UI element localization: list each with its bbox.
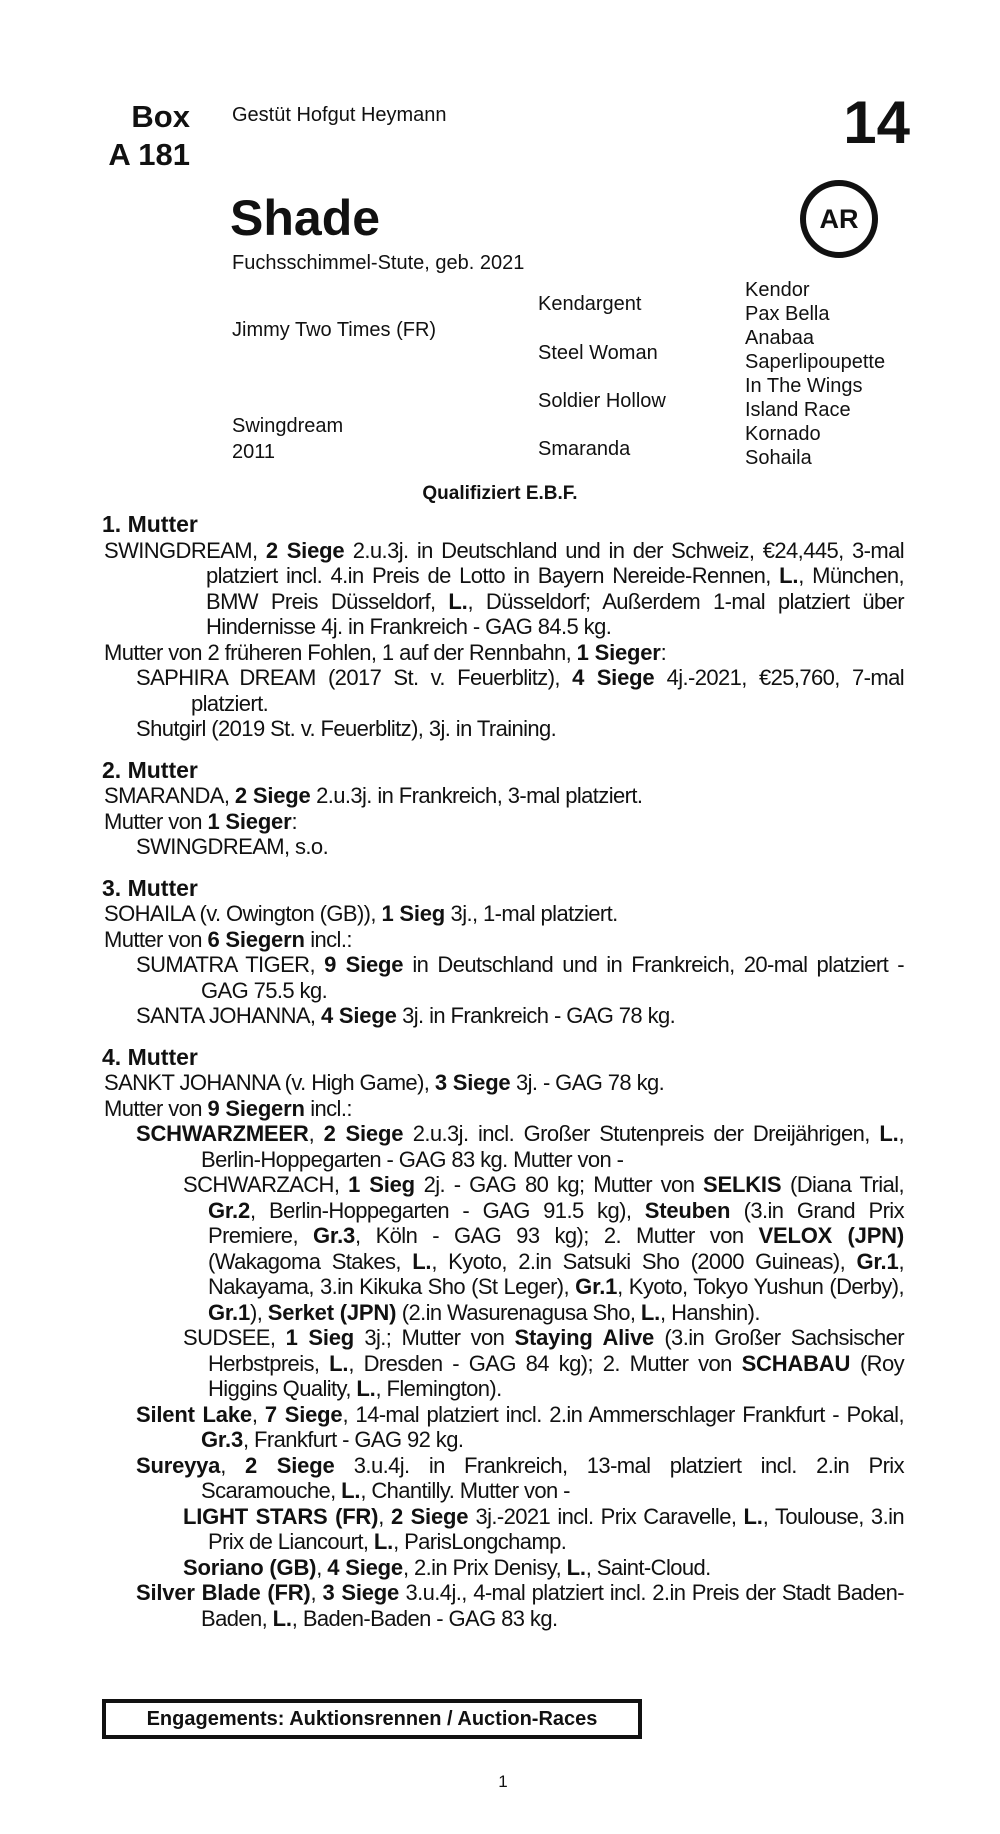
pedigree-dam: Swingdream xyxy=(232,415,344,437)
pedigree-entry: SCHWARZMEER, 2 Siege 2.u.3j. incl. Großer Stutenpreis der Dreijährigen, L., Berlin-Hoppegarten - GAG 83 kg. Mutter von - xyxy=(136,1121,904,1172)
lot-number: 14 xyxy=(843,89,910,156)
section-gap xyxy=(104,742,904,752)
pedigree-great-grandparent: In The Wings xyxy=(745,375,863,397)
pedigree-entry: Sureyya, 2 Siege 3.u.4j. in Frankreich, 13-mal platziert incl. 2.in Prix Scaramouche, L., Chantilly. Mutter von - xyxy=(136,1452,904,1503)
pedigree-sire: Jimmy Two Times (FR) xyxy=(232,319,437,341)
section-gap xyxy=(104,1029,904,1039)
pedigree-entry: Mutter von 2 früheren Fohlen, 1 auf der Rennbahn, 1 Sieger: xyxy=(104,639,667,665)
pedigree-grandparent: Steel Woman xyxy=(538,342,658,364)
pedigree-great-grandparent: Pax Bella xyxy=(745,303,830,325)
pedigree-entry: SUDSEE, 1 Sieg 3j.; Mutter von Staying Alive (3.in Großer Sachsischer Herbstpreis, L., Dresden - GAG 84 kg); 2. Mutter von SCHABAU (Roy Higgins Quality, L., Flemington). xyxy=(183,1325,904,1401)
pedigree-entry: Mutter von 6 Siegern incl.: xyxy=(104,926,352,952)
pedigree-great-grandparent: Kornado xyxy=(745,423,821,445)
pedigree-entry: Silent Lake, 7 Siege, 14-mal platziert incl. 2.in Ammerschlager Frankfurt - Pokal, Gr.3, Frankfurt - GAG 92 kg. xyxy=(136,1401,904,1452)
pedigree-entry: SANKT JOHANNA (v. High Game), 3 Siege 3j. - GAG 78 kg. xyxy=(104,1070,665,1095)
pedigree-great-grandparent: Island Race xyxy=(745,399,851,421)
box-label-text: Box xyxy=(131,99,190,134)
pedigree-entry: SOHAILA (v. Owington (GB)), 1 Sieg 3j., 1-mal platziert. xyxy=(104,901,618,926)
pedigree-entry: SANTA JOHANNA, 4 Siege 3j. in Frankreich - GAG 78 kg. xyxy=(136,1003,676,1028)
engagements-text: Engagements: Auktionsrennen / Auction-Races xyxy=(146,1707,598,1730)
pedigree-great-grandparents xyxy=(745,278,885,470)
badge-text: AR xyxy=(819,203,859,234)
pedigree-great-grandparent: Sohaila xyxy=(745,447,812,469)
pedigree-entry: Soriano (GB), 4 Siege, 2.in Prix Denisy, L., Saint-Cloud. xyxy=(183,1554,711,1580)
section-title: 1. Mutter xyxy=(102,511,198,537)
horse-description: Fuchsschimmel-Stute, geb. 2021 xyxy=(232,252,525,274)
pedigree-entry: SWINGDREAM, 2 Siege 2.u.3j. in Deutschland und in der Schweiz, €24,445, 3-mal platziert incl. 4.in Preis de Lotto in Bayern Nereide-Rennen, L., München, BMW Preis Düsseldorf, L., Düsseldorf; Außerdem 1-mal platziert über Hindernisse 4j. in Frankreich - GAG 84.5 kg. xyxy=(104,537,905,639)
section-title: 4. Mutter xyxy=(102,1043,198,1070)
pedigree-grandparent: Soldier Hollow xyxy=(538,390,666,412)
pedigree-entry: Mutter von 1 Sieger: xyxy=(104,808,297,834)
pedigree-entry: SWINGDREAM, s.o. xyxy=(136,834,329,859)
pedigree-entry: Shutgirl (2019 St. v. Feuerblitz), 3j. in Training. xyxy=(136,716,557,741)
pedigree-great-grandparent: Saperlipoupette xyxy=(745,351,886,373)
page-number: 1 xyxy=(498,1772,508,1791)
section-title: 2. Mutter xyxy=(102,756,198,783)
section-title: 3. Mutter xyxy=(102,874,198,901)
horse-name: Shade xyxy=(230,190,381,246)
pedigree-entry: SAPHIRA DREAM (2017 St. v. Feuerblitz), 4 Siege 4j.-2021, €25,760, 7-mal platziert. xyxy=(136,665,904,716)
pedigree-grandparent: Smaranda xyxy=(538,438,631,460)
pedigree-dam-year: 2011 xyxy=(232,441,276,463)
female-line-content xyxy=(104,512,904,1631)
pedigree-entry: SCHWARZACH, 1 Sieg 2j. - GAG 80 kg; Mutter von SELKIS (Diana Trial, Gr.2, Berlin-Hoppegarten - GAG 91.5 kg), Steuben (3.in Grand Prix Premiere, Gr.3, Köln - GAG 93 kg); 2. Mutter von VELOX (JPN) (Wakagoma Stakes, L., Kyoto, 2.in Satsuki Sho (2000 Guineas), Gr.1, Nakayama, 3.in Kikuka Sho (St Leger), Gr.1, Kyoto, Tokyo Yushun (Derby), Gr.1), Serket (JPN) (2.in Wasurenagusa Sho, L., Hanshin). xyxy=(183,1172,905,1325)
pedigree-great-grandparent: Anabaa xyxy=(745,327,814,349)
pedigree-entry: Mutter von 9 Siegern incl.: xyxy=(104,1095,352,1121)
auction-race-badge-icon xyxy=(800,180,878,258)
pedigree-great-grandparent: Kendor xyxy=(745,279,810,301)
pedigree-grandparent: Kendargent xyxy=(538,293,642,315)
pedigree-entry: SMARANDA, 2 Siege 2.u.3j. in Frankreich, 3-mal platziert. xyxy=(104,783,643,808)
box-number: A 181 xyxy=(108,137,190,172)
section-gap xyxy=(104,860,904,870)
pedigree-entry: Silver Blade (FR), 3 Siege 3.u.4j., 4-mal platziert incl. 2.in Preis der Stadt Baden-Baden, L., Baden-Baden - GAG 83 kg. xyxy=(136,1580,904,1631)
breeder: Gestüt Hofgut Heymann xyxy=(232,104,447,126)
engagements-box xyxy=(102,1699,642,1739)
pedigree-entry: SUMATRA TIGER, 9 Siege in Deutschland und in Frankreich, 20-mal platziert - GAG 75.5 kg. xyxy=(136,952,904,1003)
qualification-note: Qualifiziert E.B.F. xyxy=(422,483,578,504)
box-label xyxy=(90,98,190,174)
pedigree-entry: LIGHT STARS (FR), 2 Siege 3j.-2021 incl. Prix Caravelle, L., Toulouse, 3.in Prix de Liancourt, L., ParisLongchamp. xyxy=(183,1503,905,1554)
